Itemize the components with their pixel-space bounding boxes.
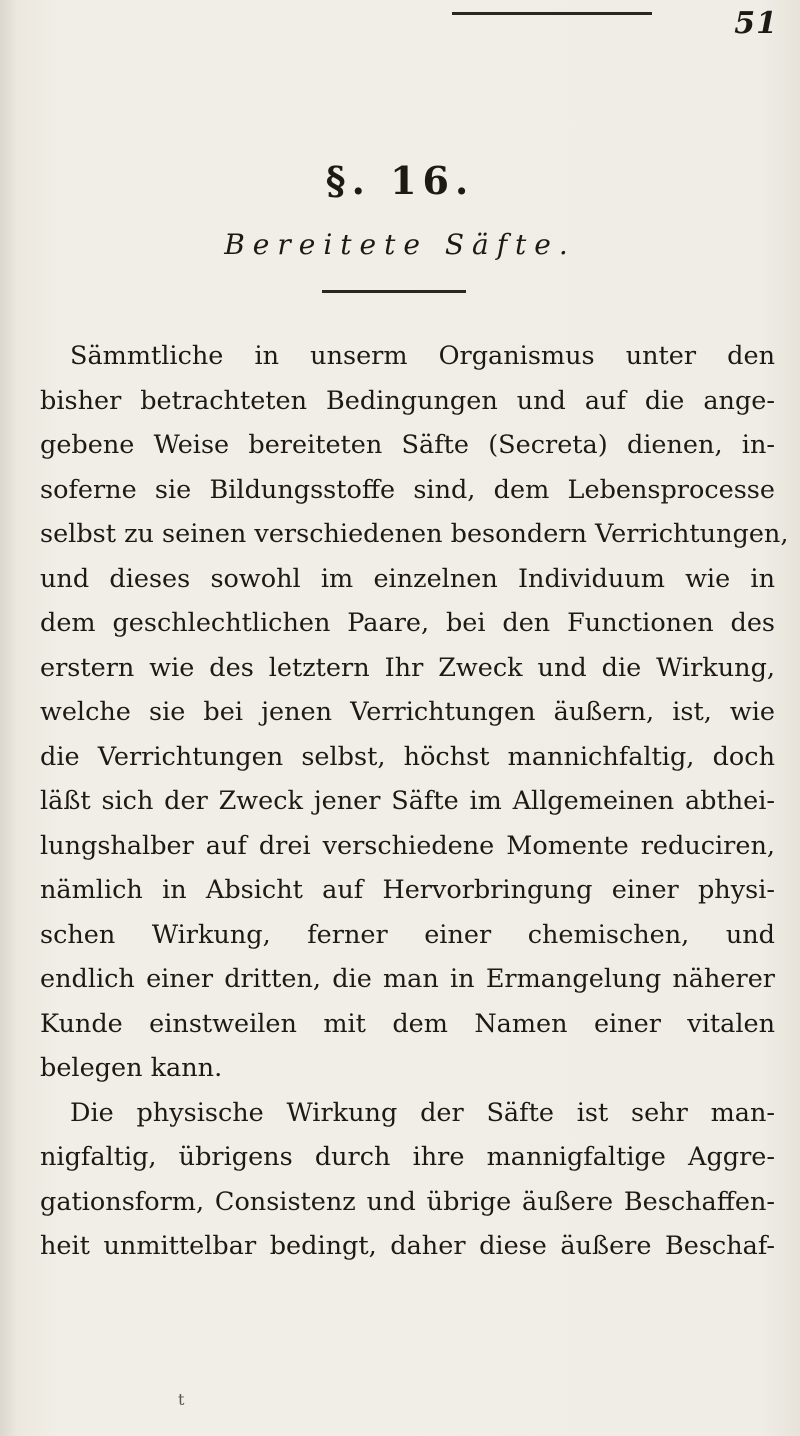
text-line: gationsform, Consistenz und übrige äußere Beschaffen- (40, 1186, 775, 1217)
text-line: belegen kann. (40, 1053, 223, 1083)
text-line: welche sie bei jenen Verrichtungen äußern, ist, wie (40, 697, 775, 727)
text-line: endlich einer dritten, die man in Ermangelung näherer (40, 964, 775, 994)
page-number: 51 (734, 6, 778, 41)
title-rule (322, 290, 466, 293)
text-line: gebene Weise bereiteten Säfte (Secreta) dienen, in- (40, 430, 775, 460)
text-line: bisher betrachteten Bedingungen und auf die ange- (40, 385, 775, 416)
text-line: Die physische Wirkung der Säfte ist sehr man- (70, 1097, 775, 1128)
text-line: dem geschlechtlichen Paare, bei den Functionen des (40, 608, 775, 638)
text-line: lungshalber auf drei verschiedene Momente reduciren, (40, 830, 775, 861)
text-line: nigfaltig, übrigens durch ihre mannigfaltige Aggre- (40, 1142, 775, 1172)
header-rule (452, 12, 652, 15)
section-number: §. 16. (325, 158, 475, 203)
text-line: selbst zu seinen verschiedenen besondern Verrichtungen, (40, 519, 789, 549)
text-line: schen Wirkung, ferner einer chemischen, und (40, 919, 775, 950)
text-line: und dieses sowohl im einzelnen Individuum wie in (40, 563, 775, 594)
text-line: Sämmtliche in unserm Organismus unter den (70, 341, 775, 371)
text-line: Kunde einstweilen mit dem Namen einer vitalen (40, 1008, 775, 1039)
text-line: die Verrichtungen selbst, höchst mannichfaltig, doch (40, 741, 775, 772)
text-line: läßt sich der Zweck jener Säfte im Allgemeinen abthei- (40, 786, 775, 816)
text-line: nämlich in Absicht auf Hervorbringung einer physi- (40, 875, 775, 905)
text-line: heit unmittelbar bedingt, daher diese äußere Beschaf- (40, 1231, 775, 1261)
text-line: erstern wie des letztern Ihr Zweck und die Wirkung, (40, 652, 775, 683)
text-line: soferne sie Bildungsstoffe sind, dem Lebensprocesse (40, 474, 775, 505)
section-title: Bereitete Säfte. (224, 228, 576, 261)
body-text (40, 334, 789, 1269)
signature-mark: t (178, 1390, 185, 1409)
